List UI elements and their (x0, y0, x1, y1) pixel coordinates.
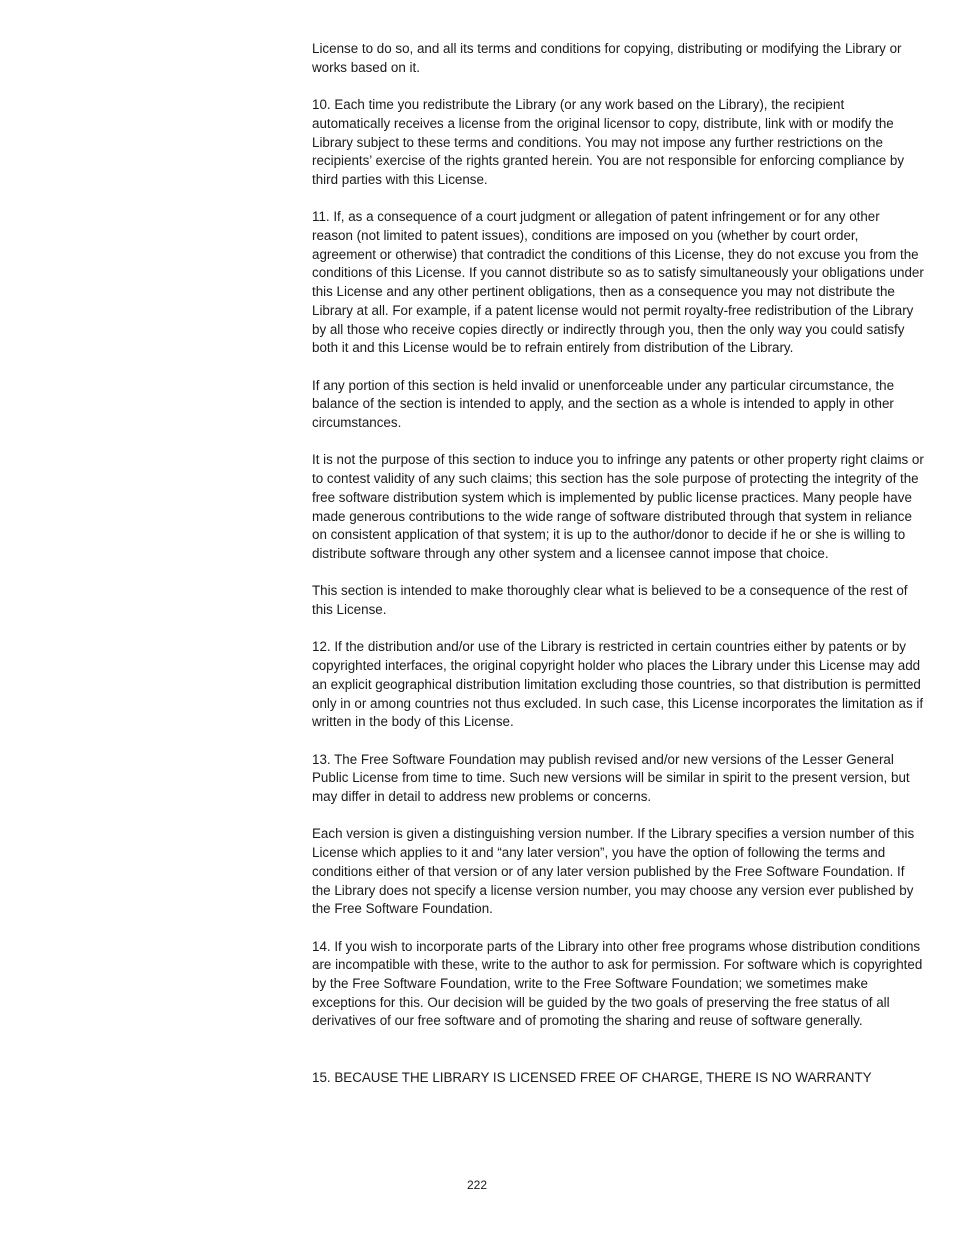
paragraph-section-11: 11. If, as a consequence of a court judgment or allegation of patent infringement or for any other reason (not limited to patent issues), conditions are imposed on you (whether by court order, agreement or otherwise) that contradict the conditions of this License, they do not excuse you from the conditions of this License. If you cannot distribute so as to satisfy simultaneously your obligations under this License and any other pertinent obligations, then as a consequence you may not distribute the Library at all. For example, if a patent license would not permit royalty-free redistribution of the Library by all those who receive copies directly or indirectly through you, then the only way you could satisfy both it and this License would be to refrain entirely from distribution of the Library. (312, 209, 924, 356)
paragraph-section-10: 10. Each time you redistribute the Library (or any work based on the Library), the recipient automatically receives a license from the original licensor to copy, distribute, link with or modify the Library subject to these terms and conditions. You may not impose any further restrictions on the recipients’ exercise of the rights granted herein. You are not responsible for enforcing compliance by third parties with this License. (312, 97, 905, 187)
page-number: 222 (466, 1178, 488, 1192)
paragraph-section-11-invalid-portion: If any portion of this section is held invalid or unenforceable under any particular circumstance, the balance of the section is intended to apply, and the section as a whole is intended to apply in other circumstances. (312, 377, 895, 431)
paragraph-section-11-purpose: It is not the purpose of this section to induce you to infringe any patents or other property right claims or to contest validity of any such claims; this section has the sole purpose of protecting the integrity of the free software distribution system which is implemented by public license practices. Many people have made generous contributions to the wide range of software distributed through that system in reliance on consistent application of that system; it is up to the author/donor to decide if he or she is willing to distribute software through any other system and a licensee cannot impose that choice. (312, 452, 924, 561)
paragraph-section-13-version-number: Each version is given a distinguishing version number. If the Library specifies a version number of this License which applies to it and “any later version”, you have the option of following the terms and conditions either of that version or of any later version published by the Free Software Foundation. If the Library does not specify a license version number, you may choose any version ever published by the Free Software Foundation. (312, 826, 915, 917)
document-body (312, 40, 924, 1106)
paragraph-section-14: 14. If you wish to incorporate parts of the Library into other free programs whose distribution conditions are incompatible with these, write to the author to ask for permission. For software which is copyrighted by the Free Software Foundation, write to the Free Software Foundation; we sometimes make exceptions for this. Our decision will be guided by the two goals of preserving the free status of all derivatives of our free software and of promoting the sharing and reuse of software generally. (312, 938, 923, 1029)
paragraph-section-11-clarification: This section is intended to make thoroughly clear what is believed to be a consequence of the rest of this License. (312, 583, 908, 618)
paragraph-section-13: 13. The Free Software Foundation may publish revised and/or new versions of the Lesser General Public License from time to time. Such new versions will be similar in spirit to the present version, but may differ in detail to address new problems or concerns. (312, 751, 910, 805)
paragraph-section-15: 15. BECAUSE THE LIBRARY IS LICENSED FREE OF CHARGE, THERE IS NO WARRANTY (312, 1069, 872, 1085)
paragraph-continuation: License to do so, and all its terms and conditions for copying, distributing or modifying the Library or works based on it. (312, 41, 902, 75)
paragraph-section-12: 12. If the distribution and/or use of the Library is restricted in certain countries either by patents or by copyrighted interfaces, the original copyright holder who places the Library under this License may add an explicit geographical distribution limitation excluding those countries, so that distribution is permitted only in or among countries not thus excluded. In such case, this License incorporates the limitation as if written in the body of this License. (312, 639, 924, 730)
